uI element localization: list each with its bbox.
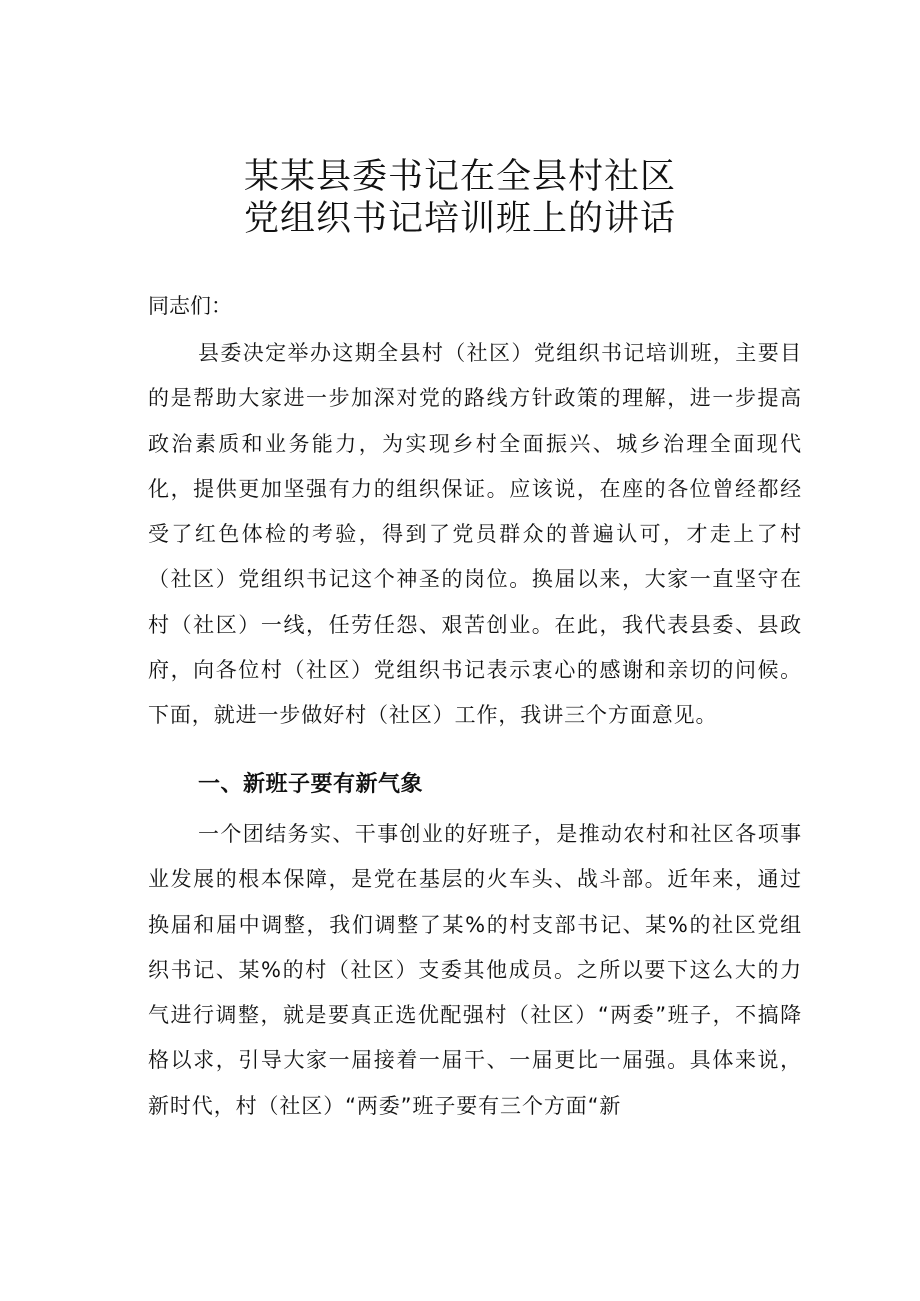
salutation: 同志们： bbox=[148, 294, 232, 318]
document-title-line-2: 党组织书记培训班上的讲话 bbox=[243, 199, 676, 239]
section-heading-1: 一、新班子要有新气象 bbox=[198, 772, 424, 797]
paragraph-intro: 县委决定举办这期全县村（社区）党组织书记培训班，主要目的是帮助大家进一步加深对党的路线方针政策的理解，进一步提高政治素质和业务能力，为实现乡村全面振兴、城乡治理全面现代化，提供更加坚强有力的组织保证。应该说，在座的各位曾经都经受了红色体检的考验，得到了党员群众的普遍认可，才走上了村（社区）党组织书记这个神圣的岗位。换届以来，大家一直坚守在村（社区）一线，任劳任怨、艰苦创业。在此，我代表县委、县政府，向各位村（社区）党组织书记表示衷心的感谢和亲切的问候。下面，就进一步做好村（社区）工作，我讲三个方面意见。 bbox=[148, 341, 802, 728]
document-title-line-1: 某某县委书记在全县村社区 bbox=[243, 157, 676, 197]
paragraph-section-1: 一个团结务实、干事创业的好班子，是推动农村和社区各项事业发展的根本保障，是党在基层的火车头、战斗部。近年来，通过换届和届中调整，我们调整了某%的村支部书记、某%的社区党组织书记、某%的村（社区）支委其他成员。之所以要下这么大的力气进行调整，就是要真正选优配强村（社区）“两委”班子，不搞降格以求，引导大家一届接着一届干、一届更比一届强。具体来说，新时代，村（社区）“两委”班子要有三个方面“新 bbox=[148, 822, 802, 1118]
